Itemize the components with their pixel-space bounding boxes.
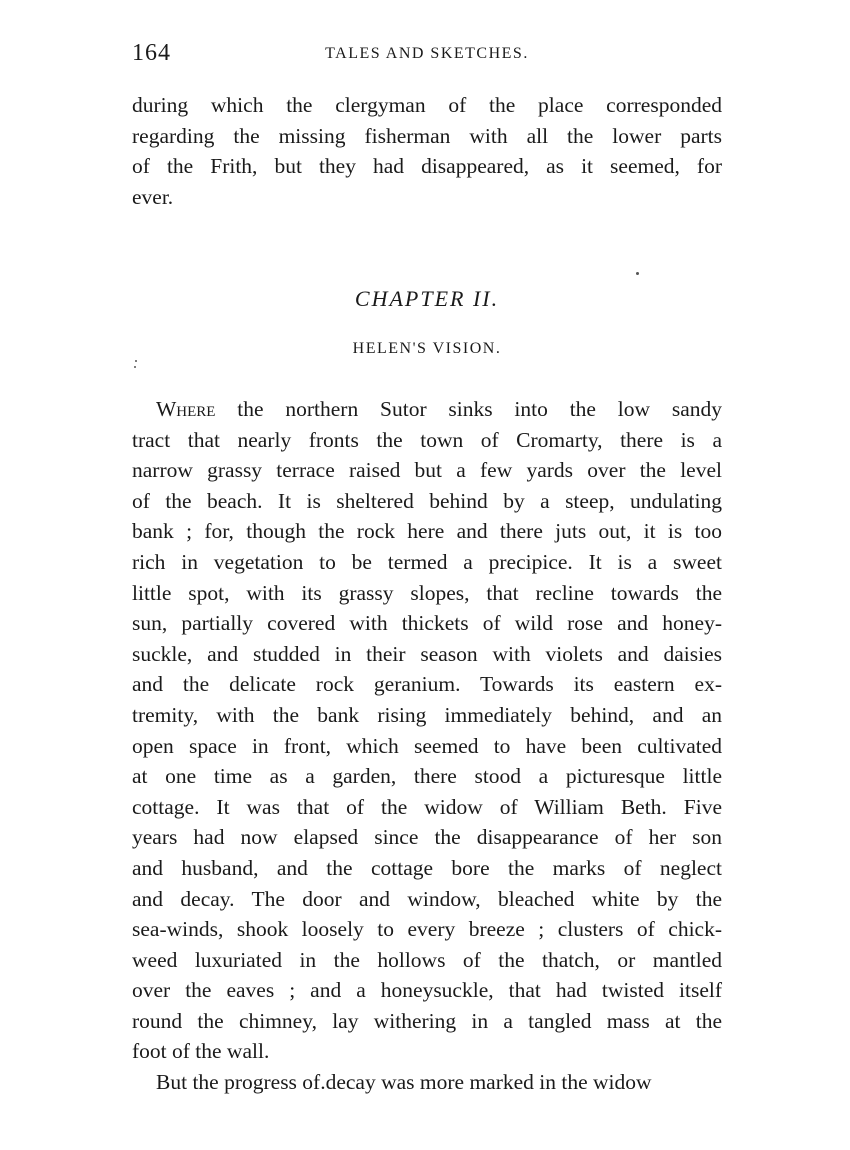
text-line: over the eaves ; and a honeysuckle, that had twisted itself — [132, 978, 722, 1003]
text-line: sea-winds, shook loosely to every breeze ; clusters of chick- — [132, 917, 722, 942]
text-line: of the beach. It is sheltered behind by a steep, undulating — [132, 488, 722, 513]
text-line: foot of the wall. — [132, 1039, 270, 1064]
text-line: narrow grassy terrace raised but a few yards over the level — [132, 458, 722, 483]
text-line: tremity, with the bank rising immediately behind, and an — [132, 702, 722, 727]
running-header — [132, 40, 722, 76]
text-line: tract that nearly fronts the town of Cromarty, there is a — [132, 427, 722, 452]
first-line-rest: the northern Sutor sinks into the low sandy — [215, 397, 722, 421]
text-line: of the Frith, but they had disappeared, as it seemed, for — [132, 154, 722, 179]
paper-speck — [134, 366, 136, 368]
text-line: during which the clergyman of the place corresponded — [132, 93, 722, 117]
text-line: sun, partially covered with thickets of wild rose and honey- — [132, 611, 722, 636]
text-line: and the delicate rock geranium. Towards its eastern ex- — [132, 672, 722, 697]
text-line: But the progress of.decay was more marked in the widow — [156, 1070, 652, 1095]
page-number: 164 — [132, 40, 171, 66]
text-line: regarding the missing fisherman with all the lower parts — [132, 123, 722, 148]
text-line: round the chimney, lay withering in a tangled mass at the — [132, 1008, 722, 1033]
text-line: at one time as a garden, there stood a picturesque little — [132, 764, 722, 789]
chapter-opening-paragraph — [132, 394, 722, 1098]
text-line: rich in vegetation to be termed a precipice. It is a sweet — [132, 549, 722, 574]
text-line: and decay. The door and window, bleached white by the — [132, 886, 722, 911]
opening-word: Where — [156, 397, 216, 421]
paper-speck — [135, 360, 137, 362]
text-line: ever. — [132, 184, 174, 209]
chapter-title: CHAPTER II. — [354, 286, 500, 311]
text-line: weed luxuriated in the hollows of the thatch, or mantled — [132, 947, 722, 972]
text-line: suckle, and studded in their season with violets and daisies — [132, 641, 722, 666]
text-line: and husband, and the cottage bore the marks of neglect — [132, 855, 722, 880]
text-line: years had now elapsed since the disappearance of her son — [132, 825, 722, 850]
text-line: bank ; for, though the rock here and there juts out, it is too — [132, 519, 722, 544]
paragraph-continued — [132, 90, 722, 212]
paper-speck — [636, 272, 639, 275]
running-title: TALES AND SKETCHES. — [325, 45, 529, 62]
text-line: cottage. It was that of the widow of William Beth. Five — [132, 794, 722, 819]
text-line: open space in front, which seemed to have been cultivated — [132, 733, 722, 758]
text-line: little spot, with its grassy slopes, that recline towards the — [132, 580, 722, 605]
chapter-subtitle: HELEN'S VISION. — [352, 340, 502, 357]
text-line-first — [132, 394, 722, 425]
